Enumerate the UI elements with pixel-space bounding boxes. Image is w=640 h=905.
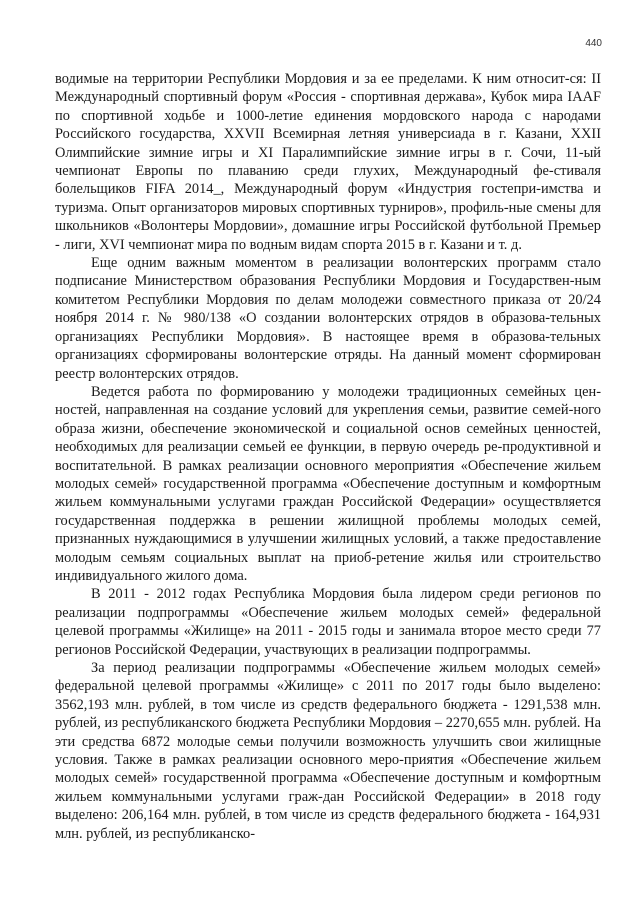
paragraph-family-values: Ведется работа по формированию у молодежи традиционных семейных цен-ностей, направленная на создание условий для укрепления семьи, развитие семей-ного образа жизни, обеспечение экономической и социальной основ семейных ценностей, необходимых для реализации семьей ее функции, в первую очередь ре-продуктивной и воспитательной. В рамках реализации основного мероприятия «Обеспечение жильем молодых семей» государственной программа «Обеспечение доступным и комфортным жильем коммунальными услугами граждан Российской Федерации» осуществляется государственная поддержка в решении жилищной проблемы молодых семей, признанных нуждающимися в улучшении жилищных условий, а также предоставление молодым семьям социальных выплат на приоб-ретение жилья или строительство индивидуального жилого дома. bbox=[55, 383, 601, 584]
paragraph-sports-events: водимые на территории Республики Мордовия и за ее пределами. К ним относит-ся: II Международный спортивный форум «Россия - спортивная держава», Кубок мира IAAF по спортивной ходьбе и 1000-летие единения мордовского народа с народами Российского государства, XXVII Всемирная летняя универсиада в г. Казани, XXII Олимпийские зимние игры и XI Паралимпийские зимние игры в г. Сочи, 11-ый чемпионат Европы по плаванию среди глухих, Международный фе-стиваля болельщиков FIFA 2014_, Международный форум «Индустрия гостепри-имства и туризма. Опыт организаторов мировых спортивных турниров», профиль-ные смены для школьников «Волонтеры Мордовии», домашние игры Российской футбольной Премьер - лиги, XVI чемпионат мира по водным видам спорта 2015 в г. Казани и т. д. bbox=[55, 71, 601, 253]
paragraph-housing-leadership: В 2011 - 2012 годах Республика Мордовия была лидером среди регионов по реализации подпрограммы «Обеспечение жильем молодых семей» федеральной целевой программы «Жилище» на 2011 - 2015 годы и занимала второе место среди 77 регионов Российской Федерации, участвующих в реализации подпрограммы. bbox=[55, 586, 601, 658]
paragraph-housing-funding: За период реализации подпрограммы «Обеспечение жильем молодых семей» федеральной целевой программы «Жилище» с 2011 по 2017 годы было выделено: 3562,193 млн. рублей, в том числе из средств федерального бюджета - 1291,538 млн. рублей, из республиканского бюджета Республики Мордовия – 2270,655 млн. рублей. На эти средства 6872 молодые семьи получили возможность улучшить свои жилищные условия. Также в рамках реализации основного меро-приятия «Обеспечение жильем молодых семей» государственной программа «Обеспечение доступным и комфортным жильем коммунальными услугами граж-дан Российской Федерации» в 2018 году выделено: 206,164 млн. рублей, в том числе из средств федерального бюджета - 164,931 млн. рублей, из республиканско- bbox=[55, 660, 601, 842]
document-body bbox=[55, 70, 601, 843]
page-number: 440 bbox=[585, 38, 602, 49]
paragraph-volunteer-programs: Еще одним важным моментом в реализации волонтерских программ стало подписание Министерством образования Республики Мордовия и Государствен-ным комитетом Республики Мордовия по делам молодежи совместного приказа от 20/24 ноября 2014 г. № 980/138 «О создании волонтерских отрядов в образова-тельных организациях Республики Мордовия». В настоящее время в образова-тельных организациях сформированы волонтерские отряды. На данный момент сформирован реестр волонтерских отрядов. bbox=[55, 255, 601, 382]
